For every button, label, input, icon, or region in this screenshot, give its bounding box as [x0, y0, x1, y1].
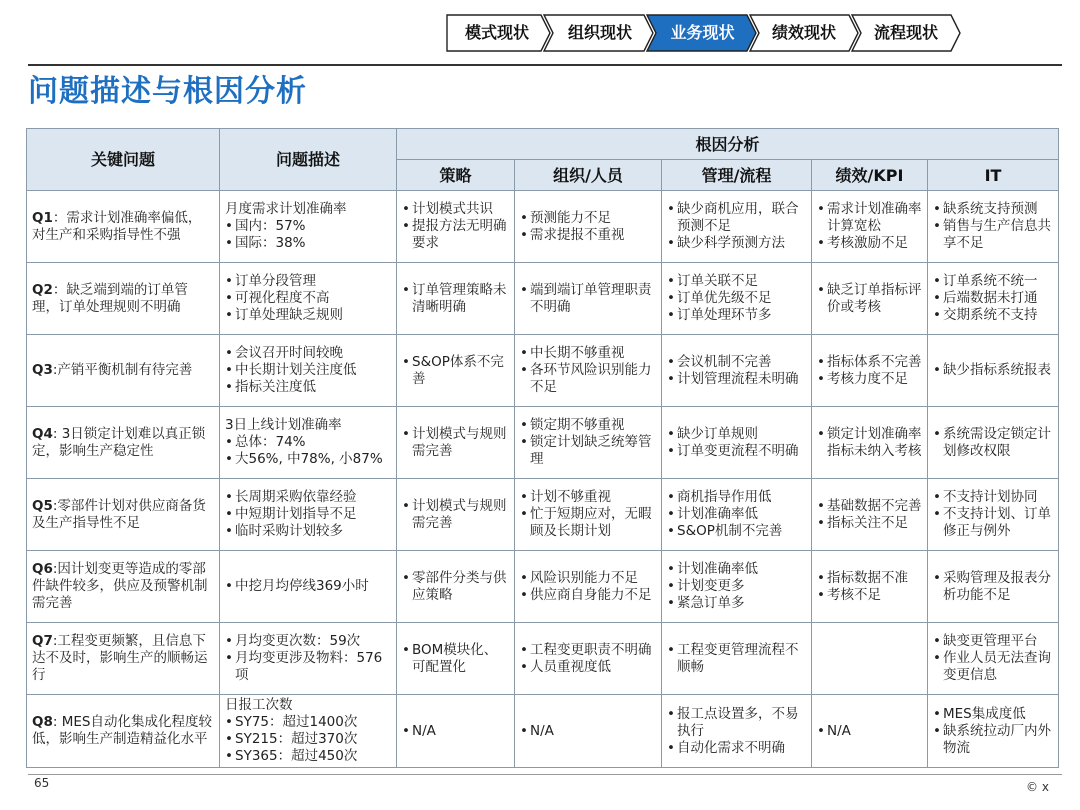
header-process: 管理/流程 — [662, 160, 812, 191]
org-item: • 计划不够重视 — [520, 489, 656, 506]
strategy-cell — [397, 479, 515, 551]
kpi-cell — [812, 623, 928, 695]
description-item: • 会议召开时间较晚 — [225, 345, 391, 362]
kpi-item: • 缺乏订单指标评价或考核 — [817, 282, 922, 316]
description-item: • 国际：38% — [225, 235, 391, 252]
table-row — [27, 407, 1059, 479]
issue-text: : MES自动化集成化程度较低，影响生产制造精益化水平 — [32, 714, 212, 747]
process-item: • 商机指导作用低 — [667, 489, 806, 506]
org-item: • 各环节风险识别能力不足 — [520, 362, 656, 396]
it-cell — [928, 551, 1059, 623]
table-row — [27, 479, 1059, 551]
process-item: • 工程变更管理流程不顺畅 — [667, 642, 806, 676]
process-cell — [662, 695, 812, 768]
it-item: • 不支持计划协同 — [933, 489, 1053, 506]
section-nav — [446, 14, 962, 52]
org-cell — [515, 623, 662, 695]
kpi-item: • 指标体系不完善 — [817, 354, 922, 371]
key-issue-cell — [27, 191, 220, 263]
process-item: • 订单关联不足 — [667, 273, 806, 290]
kpi-item: • 考核力度不足 — [817, 371, 922, 388]
strategy-cell — [397, 335, 515, 407]
strategy-cell — [397, 623, 515, 695]
table-row — [27, 623, 1059, 695]
org-item: • 中长期不够重视 — [520, 345, 656, 362]
it-item: • 后端数据未打通 — [933, 290, 1053, 307]
process-item: • 计划准确率低 — [667, 561, 806, 578]
description-lead: 月度需求计划准确率 — [225, 201, 347, 217]
it-item: • 系统需设定锁定计划修改权限 — [933, 426, 1053, 460]
org-item: • 预测能力不足 — [520, 210, 656, 227]
process-item: • 缺少订单规则 — [667, 426, 806, 443]
description-item: • SY365：超过450次 — [225, 748, 391, 765]
key-issue-cell — [27, 407, 220, 479]
it-cell — [928, 623, 1059, 695]
process-cell — [662, 335, 812, 407]
description-item: • 订单处理缺乏规则 — [225, 307, 391, 324]
key-issue-cell — [27, 551, 220, 623]
description-cell — [220, 479, 397, 551]
it-cell — [928, 335, 1059, 407]
key-issue-cell — [27, 695, 220, 768]
it-cell — [928, 263, 1059, 335]
header-it: IT — [928, 160, 1059, 191]
it-cell — [928, 407, 1059, 479]
header-org: 组织/人员 — [515, 160, 662, 191]
description-cell — [220, 191, 397, 263]
it-item: • 缺系统拉动厂内外物流 — [933, 723, 1053, 757]
copyright: © x — [1026, 780, 1049, 794]
tab-org-status[interactable]: 组织现状 — [567, 23, 632, 42]
description-cell — [220, 263, 397, 335]
process-item: • 订单变更流程不明确 — [667, 443, 806, 460]
process-item: • 自动化需求不明确 — [667, 740, 806, 757]
issue-text: :工程变更频繁，且信息下达不及时，影响生产的顺畅运行 — [32, 633, 208, 683]
description-lead: 日报工次数 — [225, 697, 293, 713]
kpi-item: • 考核不足 — [817, 587, 922, 604]
description-item: • 长周期采购依靠经验 — [225, 489, 391, 506]
issue-id: Q5 — [32, 497, 53, 514]
strategy-item: • S&OP体系不完善 — [402, 354, 509, 388]
description-item: • 订单分段管理 — [225, 273, 391, 290]
process-cell — [662, 479, 812, 551]
description-item: • 可视化程度不高 — [225, 290, 391, 307]
it-item: • 作业人员无法查询变更信息 — [933, 650, 1053, 684]
org-item: • N/A — [520, 723, 656, 740]
org-cell — [515, 335, 662, 407]
table-row — [27, 551, 1059, 623]
header-strategy: 策略 — [397, 160, 515, 191]
strategy-item: • 提报方法无明确要求 — [402, 218, 509, 252]
kpi-cell — [812, 551, 928, 623]
it-item: • 不支持计划、订单修正与例外 — [933, 506, 1053, 540]
table-row — [27, 695, 1059, 768]
description-item: • 月均变更次数：59次 — [225, 633, 391, 650]
issue-id: Q4 — [32, 425, 53, 442]
it-item: • 销售与生产信息共享不足 — [933, 218, 1053, 252]
strategy-cell — [397, 191, 515, 263]
kpi-item: • 基础数据不完善 — [817, 498, 922, 515]
it-cell — [928, 479, 1059, 551]
org-cell — [515, 191, 662, 263]
description-item: • SY75：超过1400次 — [225, 714, 391, 731]
process-cell — [662, 407, 812, 479]
it-item: • 缺变更管理平台 — [933, 633, 1053, 650]
kpi-item: • 锁定计划准确率指标未纳入考核 — [817, 426, 922, 460]
table-row — [27, 335, 1059, 407]
it-cell — [928, 191, 1059, 263]
process-item: • 订单优先级不足 — [667, 290, 806, 307]
description-item: • 大56%, 中78%, 小87% — [225, 451, 391, 468]
description-item: • SY215：超过370次 — [225, 731, 391, 748]
kpi-cell — [812, 263, 928, 335]
process-item: • 计划变更多 — [667, 578, 806, 595]
kpi-item: • N/A — [817, 723, 922, 740]
it-item: • MES集成度低 — [933, 706, 1053, 723]
process-cell — [662, 263, 812, 335]
description-item: • 临时采购计划较多 — [225, 523, 391, 540]
it-item: • 采购管理及报表分析功能不足 — [933, 570, 1053, 604]
strategy-cell — [397, 551, 515, 623]
description-item: • 指标关注度低 — [225, 379, 391, 396]
description-item: • 中长期计划关注度低 — [225, 362, 391, 379]
it-cell — [928, 695, 1059, 768]
issue-id: Q8 — [32, 714, 53, 730]
tab-process-status[interactable]: 流程现状 — [873, 23, 938, 42]
issue-text: :零部件计划对供应商备货及生产指导性不足 — [32, 497, 206, 531]
description-cell — [220, 551, 397, 623]
strategy-cell — [397, 695, 515, 768]
process-item: • 会议机制不完善 — [667, 354, 806, 371]
process-item: • 缺少商机应用，联合预测不足 — [667, 201, 806, 235]
process-item: • S&OP机制不完善 — [667, 523, 806, 540]
process-cell — [662, 191, 812, 263]
description-cell — [220, 335, 397, 407]
process-item: • 订单处理环节多 — [667, 307, 806, 324]
issue-id: Q2 — [32, 281, 53, 298]
it-item: • 订单系统不统一 — [933, 273, 1053, 290]
issue-text: ：缺乏端到端的订单管理，订单处理规则不明确 — [32, 281, 188, 315]
tab-performance-status[interactable]: 绩效现状 — [771, 23, 836, 42]
description-cell — [220, 407, 397, 479]
footer-divider — [28, 774, 1062, 775]
tab-business-status[interactable]: 业务现状 — [670, 23, 735, 42]
process-item: • 计划管理流程未明确 — [667, 371, 806, 388]
description-item: • 中短期计划指导不足 — [225, 506, 391, 523]
key-issue-cell — [27, 623, 220, 695]
process-item: • 报工点设置多，不易执行 — [667, 706, 806, 740]
strategy-item: • BOM模块化、可配置化 — [402, 642, 509, 676]
strategy-item: • 计划模式共识 — [402, 201, 509, 218]
strategy-item: • 计划模式与规则需完善 — [402, 498, 509, 532]
strategy-item: • 零部件分类与供应策略 — [402, 570, 509, 604]
org-cell — [515, 551, 662, 623]
header-description: 问题描述 — [220, 129, 397, 191]
page-title: 问题描述与根因分析 — [28, 74, 307, 109]
key-issue-cell — [27, 335, 220, 407]
strategy-item: • 订单管理策略未清晰明确 — [402, 282, 509, 316]
issue-id: Q1 — [32, 209, 53, 226]
description-cell — [220, 623, 397, 695]
header-divider — [28, 64, 1062, 66]
kpi-cell — [812, 695, 928, 768]
org-item: • 风险识别能力不足 — [520, 570, 656, 587]
description-item: • 国内：57% — [225, 218, 391, 235]
process-item: • 紧急订单多 — [667, 595, 806, 612]
strategy-cell — [397, 407, 515, 479]
header-key-issue: 关键问题 — [27, 129, 220, 191]
strategy-cell — [397, 263, 515, 335]
org-item: • 需求提报不重视 — [520, 227, 656, 244]
table-row — [27, 191, 1059, 263]
org-item: • 供应商自身能力不足 — [520, 587, 656, 604]
org-item: • 端到端订单管理职责不明确 — [520, 282, 656, 316]
org-cell — [515, 407, 662, 479]
description-cell — [220, 695, 397, 768]
kpi-item: • 指标关注不足 — [817, 515, 922, 532]
process-cell — [662, 551, 812, 623]
org-cell — [515, 479, 662, 551]
it-item: • 缺系统支持预测 — [933, 201, 1053, 218]
header-root-cause: 根因分析 — [397, 129, 1059, 160]
kpi-cell — [812, 407, 928, 479]
issue-table — [26, 128, 1059, 768]
kpi-item: • 需求计划准确率计算宽松 — [817, 201, 922, 235]
issue-id: Q3 — [32, 362, 53, 378]
kpi-item: • 指标数据不准 — [817, 570, 922, 587]
org-item: • 忙于短期应对，无暇顾及长期计划 — [520, 506, 656, 540]
key-issue-cell — [27, 263, 220, 335]
issue-id: Q6 — [32, 561, 53, 577]
org-item: • 工程变更职责不明确 — [520, 642, 656, 659]
table-row — [27, 263, 1059, 335]
tab-mode-status[interactable]: 模式现状 — [464, 23, 529, 42]
issue-text: :产销平衡机制有待完善 — [52, 362, 193, 378]
key-issue-cell — [27, 479, 220, 551]
description-item: • 中挖月均停线369小时 — [225, 578, 391, 595]
org-item: • 锁定期不够重视 — [520, 417, 656, 434]
issue-id: Q7 — [32, 633, 53, 649]
issue-table-body — [27, 191, 1059, 768]
strategy-item: • N/A — [402, 723, 509, 740]
it-item: • 交期系统不支持 — [933, 307, 1053, 324]
page-number: 65 — [34, 776, 50, 790]
strategy-item: • 计划模式与规则需完善 — [402, 426, 509, 460]
org-item: • 锁定计划缺乏统筹管理 — [520, 434, 656, 468]
org-cell — [515, 695, 662, 768]
description-item: • 月均变更涉及物料：576项 — [225, 650, 391, 684]
description-item: • 总体：74% — [225, 434, 391, 451]
issue-text: ：需求计划准确率偏低，对生产和采购指导性不强 — [32, 209, 202, 243]
kpi-cell — [812, 335, 928, 407]
kpi-cell — [812, 479, 928, 551]
header-kpi: 绩效/KPI — [812, 160, 928, 191]
kpi-cell — [812, 191, 928, 263]
org-item: • 人员重视度低 — [520, 659, 656, 676]
process-item: • 缺少科学预测方法 — [667, 235, 806, 252]
kpi-item: • 考核激励不足 — [817, 235, 922, 252]
issue-text: : 3日锁定计划难以真正锁定，影响生产稳定性 — [32, 425, 206, 459]
issue-text: :因计划变更等造成的零部件缺件较多，供应及预警机制需完善 — [32, 561, 208, 611]
description-lead: 3日上线计划准确率 — [225, 417, 342, 433]
org-cell — [515, 263, 662, 335]
process-cell — [662, 623, 812, 695]
it-item: • 缺少指标系统报表 — [933, 362, 1053, 379]
process-item: • 计划准确率低 — [667, 506, 806, 523]
